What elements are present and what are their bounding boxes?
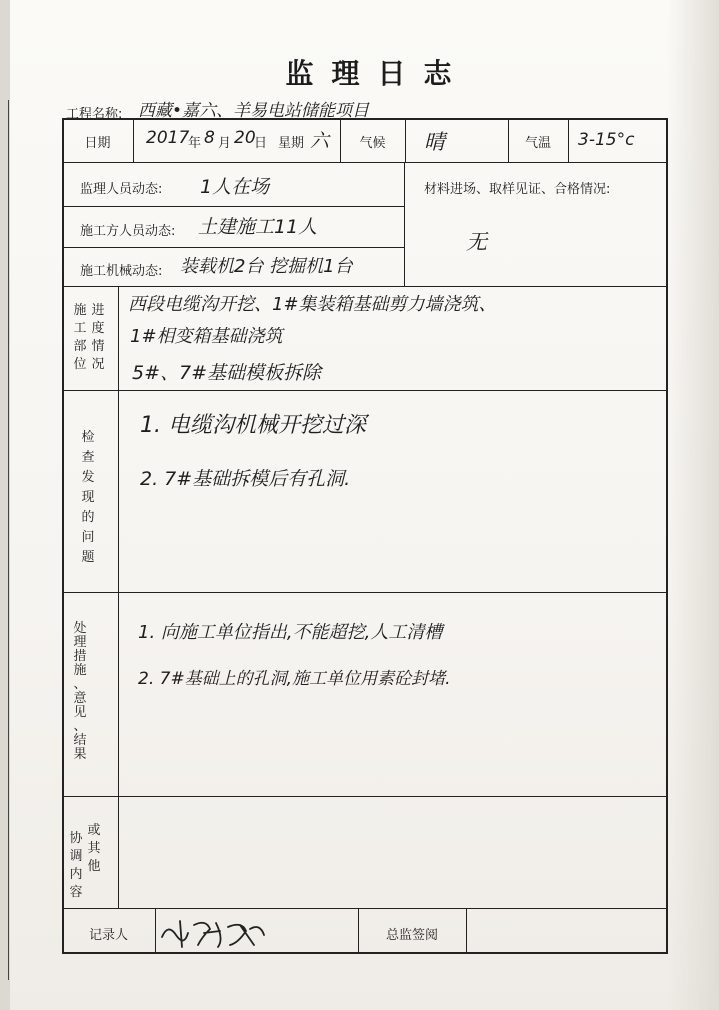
recorder-signature bbox=[158, 915, 268, 951]
weekday-value: 六 bbox=[310, 130, 330, 152]
coordination-label-left: 协 调 内 容 bbox=[69, 831, 83, 900]
machinery-value: 装载机2台 挖掘机1台 bbox=[180, 256, 353, 277]
project-name-label: 工程名称: bbox=[66, 107, 123, 122]
date-day: 20 bbox=[234, 128, 256, 148]
temp-value: 3-15°c bbox=[578, 130, 635, 150]
coordination-label-right: 或 其 他 bbox=[87, 823, 101, 874]
inspection-item: 2. 7#基础拆模后有孔洞. bbox=[140, 468, 351, 490]
weather-value: 晴 bbox=[424, 130, 445, 154]
handling-item: 1. 向施工单位指出,不能超挖,人工清槽 bbox=[138, 622, 443, 643]
day-char: 日 bbox=[254, 136, 268, 151]
temp-label: 气温 bbox=[524, 136, 551, 151]
contractor-value: 土建施工11人 bbox=[198, 216, 318, 238]
page-shadow bbox=[667, 0, 719, 1010]
progress-line: 1#相变箱基础浇筑 bbox=[130, 326, 283, 347]
weekday-label: 星期 bbox=[278, 136, 305, 151]
progress-line: 西段电缆沟开挖、1#集装箱基础剪力墙浇筑、 bbox=[128, 294, 497, 315]
contractor-label: 施工方人员动态: bbox=[80, 224, 176, 239]
binder-edge bbox=[0, 0, 10, 1010]
year-char: 年 bbox=[188, 136, 202, 151]
inspection-label: 检 查 发 现 的 问 题 bbox=[81, 430, 95, 565]
materials-value: 无 bbox=[466, 230, 487, 254]
inspection-item: 1. 电缆沟机械开挖过深 bbox=[140, 413, 366, 438]
handling-item: 2. 7#基础上的孔洞,施工单位用素砼封堵. bbox=[138, 669, 451, 689]
date-month: 8 bbox=[204, 128, 215, 148]
machinery-label: 施工机械动态: bbox=[80, 264, 163, 279]
project-name-value: 西藏•嘉六、羊易电站储能项目 bbox=[138, 101, 370, 121]
supervisor-value: 1人在场 bbox=[200, 176, 270, 198]
materials-label: 材料进场、取样见证、合格情况: bbox=[424, 182, 611, 197]
progress-label-left: 施 工 部 位 bbox=[73, 303, 87, 372]
month-char: 月 bbox=[218, 136, 232, 151]
weather-label: 气候 bbox=[359, 136, 386, 151]
recorder-label: 记录人 bbox=[88, 928, 128, 943]
supervisor-label: 监理人员动态: bbox=[80, 182, 163, 197]
handling-label: 处 理 措 施 、 意 见 、 结 果 bbox=[73, 621, 87, 762]
progress-line: 5#、7#基础模板拆除 bbox=[132, 362, 322, 384]
date-year: 2017 bbox=[146, 128, 190, 148]
page-title: 监理日志 bbox=[285, 57, 470, 90]
log-table bbox=[62, 118, 668, 954]
date-label: 日期 bbox=[84, 136, 111, 151]
chief-review-label: 总监签阅 bbox=[385, 928, 438, 943]
progress-label-right: 进 度 情 况 bbox=[91, 303, 105, 372]
